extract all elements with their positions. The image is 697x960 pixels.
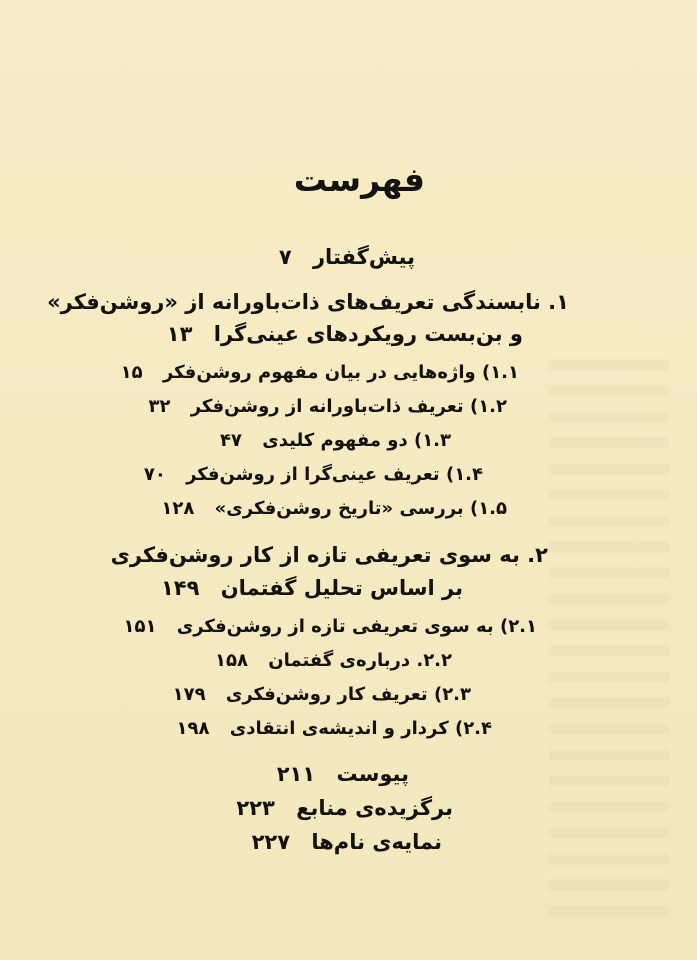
toc-entry-text: بر اساس تحلیل گفتمان [220, 576, 463, 600]
toc-entry-1-1 [0, 362, 697, 383]
toc-entry-page: ۷ [278, 245, 292, 269]
toc-entry-1-3 [0, 430, 697, 451]
toc-entry-page: ۱۹۸ [176, 718, 210, 739]
toc-entry-page: ۱۷۹ [172, 684, 206, 705]
toc-entry-text: ۲.۱) به سوی تعریفی تازه از روشن‌فکری [176, 616, 537, 637]
toc-entry-2-3 [0, 684, 697, 705]
toc-entry-text: ۱.۱) واژه‌هایی در بیان مفهوم روشن‌فکر [162, 362, 519, 383]
toc-entry-text: ۲. به سوی تعریفی تازه از کار روشن‌فکری [110, 543, 548, 567]
toc-entry-page: ۱۴۹ [160, 576, 200, 600]
toc-entry-text: ۱.۲) تعریف ذات‌باورانه از روشن‌فکر [190, 396, 507, 417]
toc-entry-text: پیش‌گفتار [312, 245, 415, 269]
toc-entry-text: برگزیده‌ی منابع [296, 796, 453, 820]
toc-entry-text: ۲.۴) کردار و اندیشه‌ی انتقادی [229, 718, 492, 739]
toc-entry-text: ۲.۳) تعریف کار روشن‌فکری [225, 684, 471, 705]
toc-entry-text: پیوست [336, 762, 409, 786]
toc-entry-text: نمایه‌ی نام‌ها [311, 830, 442, 854]
toc-entry-foreword [0, 245, 697, 269]
toc-entry-bibliography [0, 796, 697, 820]
page-title: فهرست [293, 160, 425, 199]
toc-entry-chapter-2-line-2 [0, 576, 697, 600]
toc-entry-page: ۱۵۸ [215, 650, 248, 671]
toc-entry-chapter-1-line-1 [0, 290, 697, 314]
toc-entry-page: ۷۰ [143, 464, 166, 485]
toc-entry-text: ۱.۵) بررسی «تاریخ روشن‌فکری» [214, 498, 507, 519]
toc-entry-page: ۴۷ [219, 430, 242, 451]
toc-entry-1-4 [0, 464, 697, 485]
toc-entry-page: ۲۲۳ [236, 796, 275, 820]
toc-entry-2-1 [0, 616, 697, 637]
toc-entry-page: ۱۵۱ [123, 616, 157, 637]
toc-entry-page: ۲۲۷ [251, 830, 291, 854]
toc-entry-page: ۲۱۱ [276, 762, 316, 786]
toc-entry-chapter-2-line-1 [0, 543, 697, 567]
toc-entry-page: ۱۲۸ [161, 498, 195, 519]
toc-entry-page: ۱۵ [120, 362, 143, 383]
toc-entry-text: ۱.۳) دو مفهوم کلیدی [262, 430, 451, 451]
toc-entry-appendix [0, 762, 697, 786]
toc-entry-1-2 [0, 396, 697, 417]
toc-entry-page: ۳۲ [148, 396, 171, 417]
toc-entry-page: ۱۳ [166, 322, 193, 346]
toc-entry-text: ۲.۲. درباره‌ی گفتمان [268, 650, 452, 671]
toc-entry-text: ۱.۴) تعریف عینی‌گرا از روشن‌فکر [186, 464, 483, 485]
toc-entry-text: ۱. نابسندگی تعریف‌های ذات‌باورانه از «روشن‌فکر» [47, 290, 569, 314]
toc-entry-text: و بن‌بست رویکردهای عینی‌گرا [213, 322, 523, 346]
toc-entry-chapter-1-line-2 [0, 322, 697, 346]
toc-entry-1-5 [0, 498, 697, 519]
toc-entry-2-4 [0, 718, 697, 739]
toc-entry-index [0, 830, 697, 854]
toc-entry-2-2 [0, 650, 697, 671]
